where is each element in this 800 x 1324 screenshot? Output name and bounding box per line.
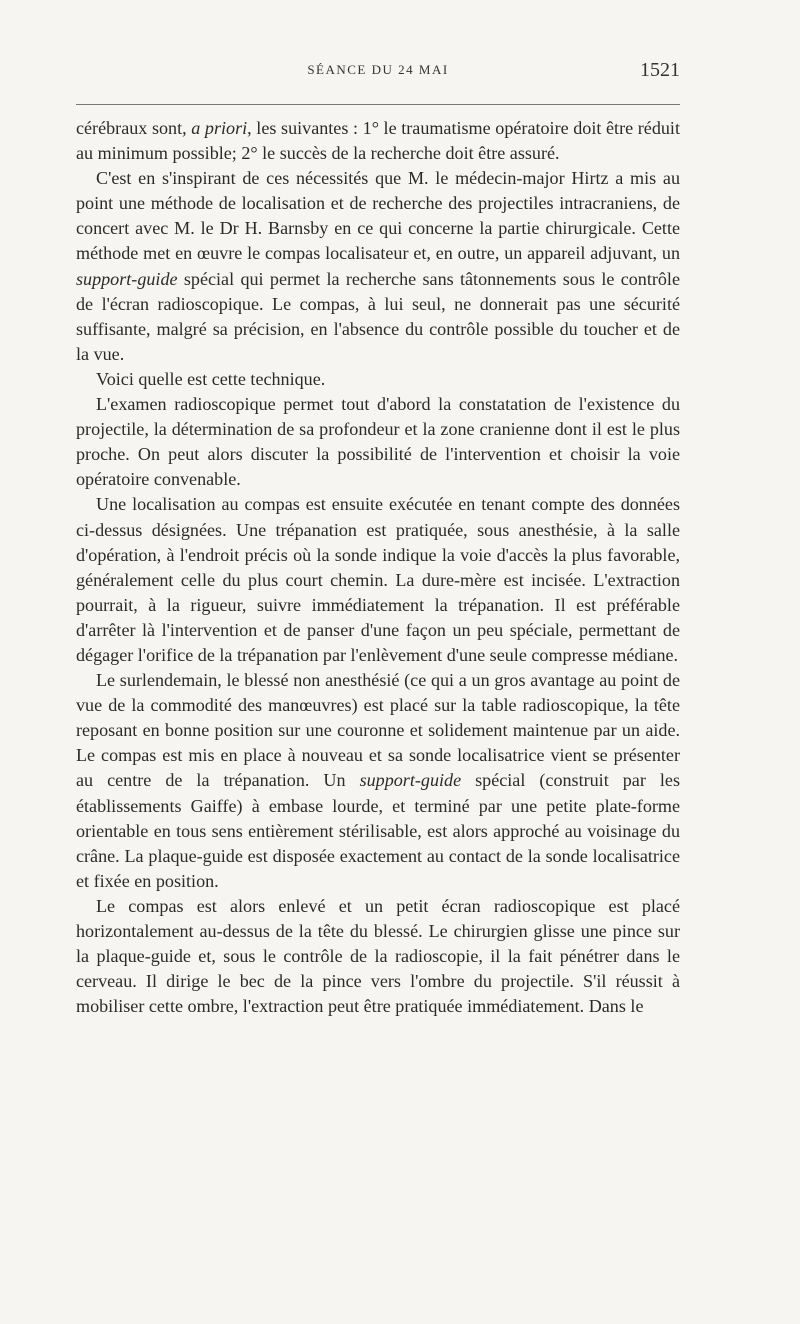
paragraph-4: L'examen radioscopique permet tout d'abord la constatation de l'existence du projectile, la détermination de sa profondeur et la zone cranienne dont il est le plus proche. On peut alors discuter la possibilité de l'intervention et choisir la voie opératoire convenable. (76, 394, 680, 490)
running-header (76, 59, 680, 86)
emphasis-support-guide: support-guide (359, 770, 462, 791)
paragraph-1: cérébraux sont, a priori, les suivantes : 1° le traumatisme opératoire doit être réduit au minimum possible; 2° le succès de la recherche doit être assuré. (76, 118, 680, 164)
header-title: SÉANCE DU 24 MAI (307, 62, 449, 77)
paragraph-3: Voici quelle est cette technique. (96, 368, 326, 389)
page-number: 1521 (640, 59, 680, 81)
paragraph-7: Le compas est alors enlevé et un petit écran radioscopique est placé horizontalement au-dessus de la tête du blessé. Le chirurgien glisse une pince sur la plaque-guide et, sous le contrôle de la radioscopie, il la fait pénétrer dans le cerveau. Il dirige le bec de la pince vers l'ombre du projectile. S'il réussit à mobiliser cette ombre, l'extraction peut être pratiquée immédiatement. Dans le (76, 895, 680, 1017)
body-text (76, 116, 680, 1019)
emphasis-support-guide: support-guide (76, 268, 178, 289)
paragraph-2: C'est en s'inspirant de ces nécessités que M. le médecin-major Hirtz a mis au point une méthode de localisation et de recherche des projectiles intracraniens, de concert avec M. le Dr H. Barnsby en ce qui concerne la partie chirurgicale. Cette méthode met en œuvre le compas localisateur et, en outre, un appareil adjuvant, un support-guide spécial qui permet la recherche sans tâtonnements sous le contrôle de l'écran radioscopique. Le compas, à lui seul, ne donnerait pas une sécurité suffisante, malgré sa précision, en l'absence du contrôle possible du toucher et de la vue. (76, 168, 680, 364)
emphasis-a-priori: a priori (191, 118, 248, 138)
header-rule (76, 104, 680, 105)
paragraph-6: Le surlendemain, le blessé non anesthésié (ce qui a un gros avantage au point de vue de la commodité des manœuvres) est placé sur la table radioscopique, la tête reposant en bonne position sur une couronne et solidement maintenue par un aide. Le compas est mis en place à nouveau et sa sonde localisatrice vient se présenter au centre de la trépanation. Un support-guide spécial (construit par les établissements Gaiffe) à embase lourde, et terminé par une petite plate-forme orientable en tous sens entièrement stérilisable, est alors approché au voisinage du crâne. La plaque-guide est disposée exactement au contact de la sonde localisatrice et fixée en position. (76, 670, 680, 891)
paragraph-5: Une localisation au compas est ensuite exécutée en tenant compte des données ci-dessus désignées. Une trépanation est pratiquée, sous anesthésie, à la salle d'opération, à l'endroit précis où la sonde indique la voie d'accès la plus favorable, généralement celle du plus court chemin. La dure-mère est incisée. L'extraction pourrait, à la rigueur, suivre immédiatement la trépanation. Il est préférable d'arrêter là l'intervention et de panser d'une façon un peu spéciale, permettant de dégager l'orifice de la trépanation par l'enlèvement d'une seule compresse médiane. (76, 494, 680, 665)
